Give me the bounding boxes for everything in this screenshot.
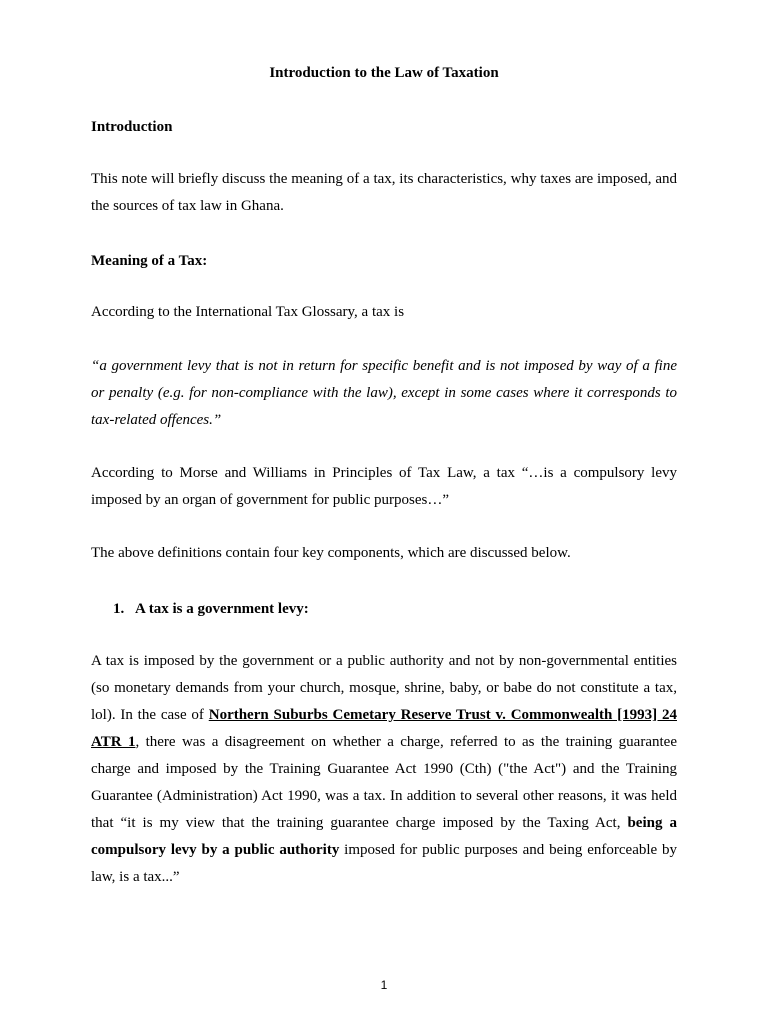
components-paragraph: The above definitions contain four key components, which are discussed below. [91, 545, 571, 561]
document-title: Introduction to the Law of Taxation [269, 65, 499, 81]
levy-text-part3: imposed for public purposes and being enforceable by law, is a tax...” [91, 842, 678, 885]
morse-paragraph: According to Morse and Williams in Principles of Tax Law, a tax “…is a compulsory levy imposed by an organ of government for public purposes…” [91, 465, 677, 508]
list-label: A tax is a government levy: [135, 601, 309, 617]
list-number: 1. [113, 601, 125, 617]
glossary-intro: According to the International Tax Glossary, a tax is [91, 304, 405, 320]
list-item-government-levy [113, 598, 309, 620]
glossary-quote: “a government levy that is not in return for specific benefit and is not imposed by way of a fine or penalty (e.g. for non-compliance with the law), except in some cases where it corresponds to tax-related offences.” [91, 358, 677, 428]
meaning-heading: Meaning of a Tax: [91, 253, 208, 269]
levy-paragraph [91, 648, 677, 891]
levy-bold-phrase: being a compulsory levy by a public authority [91, 815, 677, 858]
case-citation: Northern Suburbs Cemetary Reserve Trust v. Commonwealth [1993] 24 ATR 1 [91, 707, 677, 750]
intro-paragraph: This note will briefly discuss the meaning of a tax, its characteristics, why taxes are imposed, and the sources of tax law in Ghana. [91, 171, 677, 214]
levy-text-part2: , there was a disagreement on whether a charge, referred to as the training guarantee charge and imposed by the Training Guarantee Act 1990 (Cth) ("the Act") and the Training Guarantee (Administration) Act 1990, was a tax. In addition to several other reasons, it was held that “it is my view that the training guarantee charge imposed by the Taxing Act, [91, 734, 677, 831]
intro-heading: Introduction [91, 119, 173, 135]
page-number: 1 [380, 978, 388, 992]
levy-text-part1: A tax is imposed by the government or a public authority and not by non-governmental entities (so monetary demands from your church, mosque, shrine, baby, or babe do not constitute a tax, lol). In the case of [91, 653, 677, 723]
